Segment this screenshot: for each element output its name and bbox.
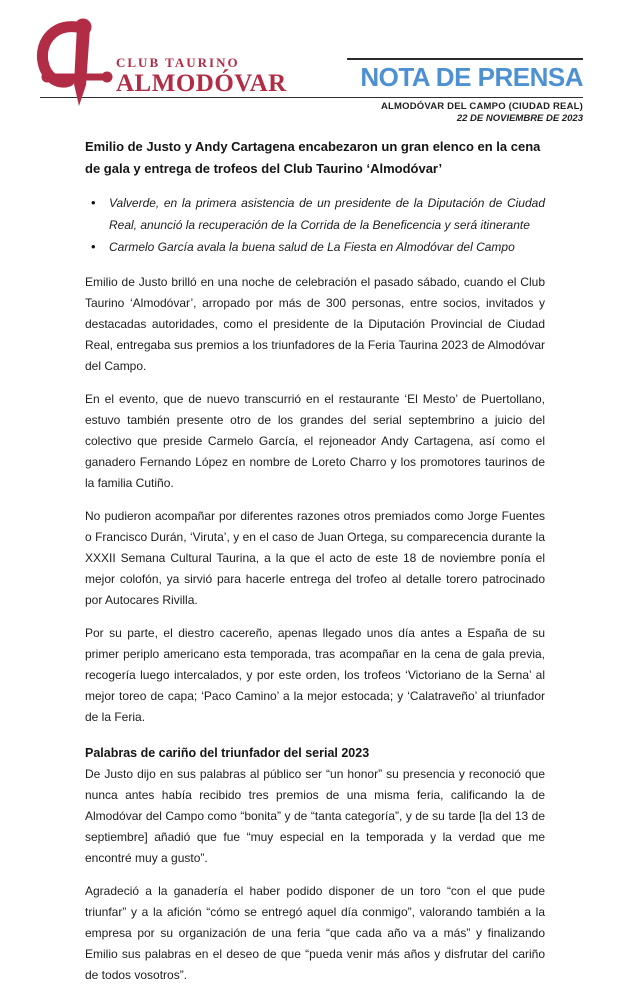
lead-bullet-text: Carmelo García avala la buena salud de La Fiesta en Almodóvar del Campo <box>109 240 515 254</box>
article-paragraph: De Justo dijo en sus palabras al público ser “un honor” su presencia y reconoció que nunca antes había recibido tres premios de una misma feria, calificando la de Almodóvar del Campo como “bonita” y de “tanta categoría”, y de su tarde [la del 13 de septiembre] añadió que fue “muy especial en la temporada y la verdad que me encontré muy a gusto”. <box>85 766 545 865</box>
lead-bullet-text: Valverde, en la primera asistencia de un presidente de la Diputación de Ciudad Real, anunció la recuperación de la Corrida de la Beneficencia y será itinerante <box>109 196 545 232</box>
article-paragraph: No pudieron acompañar por diferentes razones otros premiados como Jorge Fuentes o Francisco Durán, ‘Viruta’, y en el caso de Juan Ortega, su comparecencia durante la XXXII Semana Cultural Taurina, a la que el acto de este 18 de noviembre ponía el mejor colofón, ya sirvió para hacerle entrega del trofeo al detalle torero patrocinado por Autocares Rivilla. <box>85 508 545 607</box>
header <box>0 0 625 133</box>
header-location: ALMODÓVAR DEL CAMPO (CIUDAD REAL) <box>380 101 583 112</box>
logo-text-almodovar: ALMODÓVAR <box>116 70 287 97</box>
logo-text-club-taurino: CLUB TAURINO <box>116 55 240 70</box>
article-title: Emilio de Justo y Andy Cartagena encabezaron un gran elenco en la cena de gala y entrega de trofeos del Club Taurino ‘Almodóvar’ <box>85 139 541 176</box>
sword-cross-icon <box>36 15 156 110</box>
lead-bullet-list <box>85 193 545 259</box>
bullet-dot-icon: • <box>91 195 96 210</box>
article-paragraph: En el evento, que de nuevo transcurrió en el restaurante ‘El Mesto’ de Puertollano, estuvo también presente otro de los grandes del serial septembrino a juicio del colectivo que preside Carmelo García, el rejoneador Andy Cartagena, así como el ganadero Fernando López en nombre de Loreto Charro y los promotores taurinos de la familia Cutiño. <box>85 391 545 490</box>
article-paragraph: Por su parte, el diestro cacereño, apenas llegado unos día antes a España de su primer periplo americano esta temporada, tras acompañar en la cena de gala previa, recogería luego intercalados, y por este orden, los trofeos ‘Victoriano de la Serna’ al mejor toreo de capa; ‘Paco Camino’ a la mejor estocada; y ‘Calatraveño’ al triunfador de la Feria. <box>85 625 545 724</box>
header-date: 22 DE NOVIEMBRE DE 2023 <box>456 113 583 124</box>
article-subheading: Palabras de cariño del triunfador del serial 2023 <box>85 745 370 760</box>
press-release-label: NOTA DE PRENSA <box>360 62 583 92</box>
article-body <box>85 133 545 986</box>
article-paragraph: Emilio de Justo brilló en una noche de celebración el pasado sábado, cuando el Club Taurino ‘Almodóvar’, arropado por más de 300 personas, entre socios, invitados y destacadas autoridades, como el presidente de la Diputación Provincial de Ciudad Real, entregaba sus premios a los triunfadores de la Feria Taurina 2023 de Almodóvar del Campo. <box>85 274 545 373</box>
bullet-dot-icon: • <box>91 239 96 254</box>
article-paragraph: Agradeció a la ganadería el haber podido disponer de un toro “con el que pude triunfar” y a la afición “cómo se entregó aquel día conmigo”, valorando también a la empresa por su organización de una feria “que cada año va a más” y finalizando Emilio sus palabras en el deseo de que “pueda venir más años y disfrutar del cariño de todos vosotros”. <box>85 883 545 982</box>
press-release-banner <box>347 58 583 95</box>
lead-bullet-item <box>85 193 545 236</box>
lead-bullet-item <box>85 237 545 259</box>
